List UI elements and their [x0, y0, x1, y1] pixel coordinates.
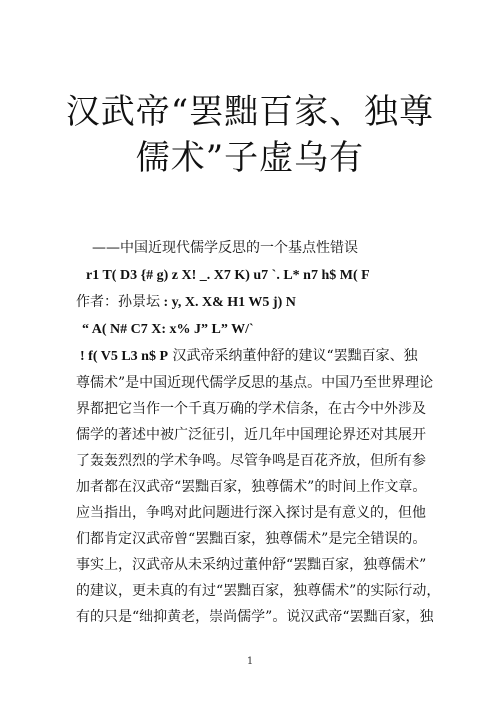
subtitle: ——中国近现代儒学反思的一个基点性错误 [92, 240, 358, 256]
title-line-1: 汉武帝“罢黜百家、独尊 [65, 92, 435, 132]
first-line-text: 汉武帝采纳董仲舒的建议“罢黜百家、独 [172, 348, 418, 364]
body-line: 界都把它当作一个千真万确的学术信条，在古今中外涉及 [76, 401, 426, 417]
body-line: 了轰轰烈烈的学术争鸣。尽管争鸣是百花齐放，但所有参 [76, 453, 426, 469]
garbled-line-2: “ A( N# C7 X: x% J” L” W/` [82, 322, 254, 337]
title-line-2: 儒术”子虚乌有 [135, 138, 365, 178]
body-first-line [80, 346, 418, 367]
body-line: 尊儒术”是中国近现代儒学反思的基点。中国乃至世界理论 [76, 375, 434, 391]
author-line [76, 292, 296, 313]
body-line: 的建议，更未真的有过“罢黜百家，独尊儒术”的实际行动， [76, 583, 441, 599]
garbled-line-1: r1 T( D3 {# g) z X! _. X7 K) u7 `. L* n7 h$ M( F [86, 268, 370, 283]
body-line: 们都肯定汉武帝曾“罢黜百家，独尊儒术”是完全错误的。 [76, 531, 427, 547]
first-line-garble: ! f( V5 L3 n$ P [80, 349, 169, 364]
body-line: 儒学的著述中被广泛征引，近几年中国理论界还对其展开 [76, 427, 426, 443]
author-garble: : y, X. X& H1 W5 j) N [160, 295, 296, 310]
body-line: 应当指出，争鸣对此问题进行深入探讨是有意义的，但他 [76, 505, 426, 521]
body-line: 有的只是“绌抑黄老，崇尚儒学”。说汉武帝“罢黜百家，独 [76, 609, 434, 625]
body-line: 事实上，汉武帝从未采纳过董仲舒“罢黜百家，独尊儒术” [76, 557, 427, 573]
body-line: 加者都在汉武帝“罢黜百家，独尊儒术”的时间上作文章。 [76, 479, 427, 495]
page-number: 1 [246, 656, 254, 667]
author-label: 作者：孙景坛 [76, 294, 160, 310]
